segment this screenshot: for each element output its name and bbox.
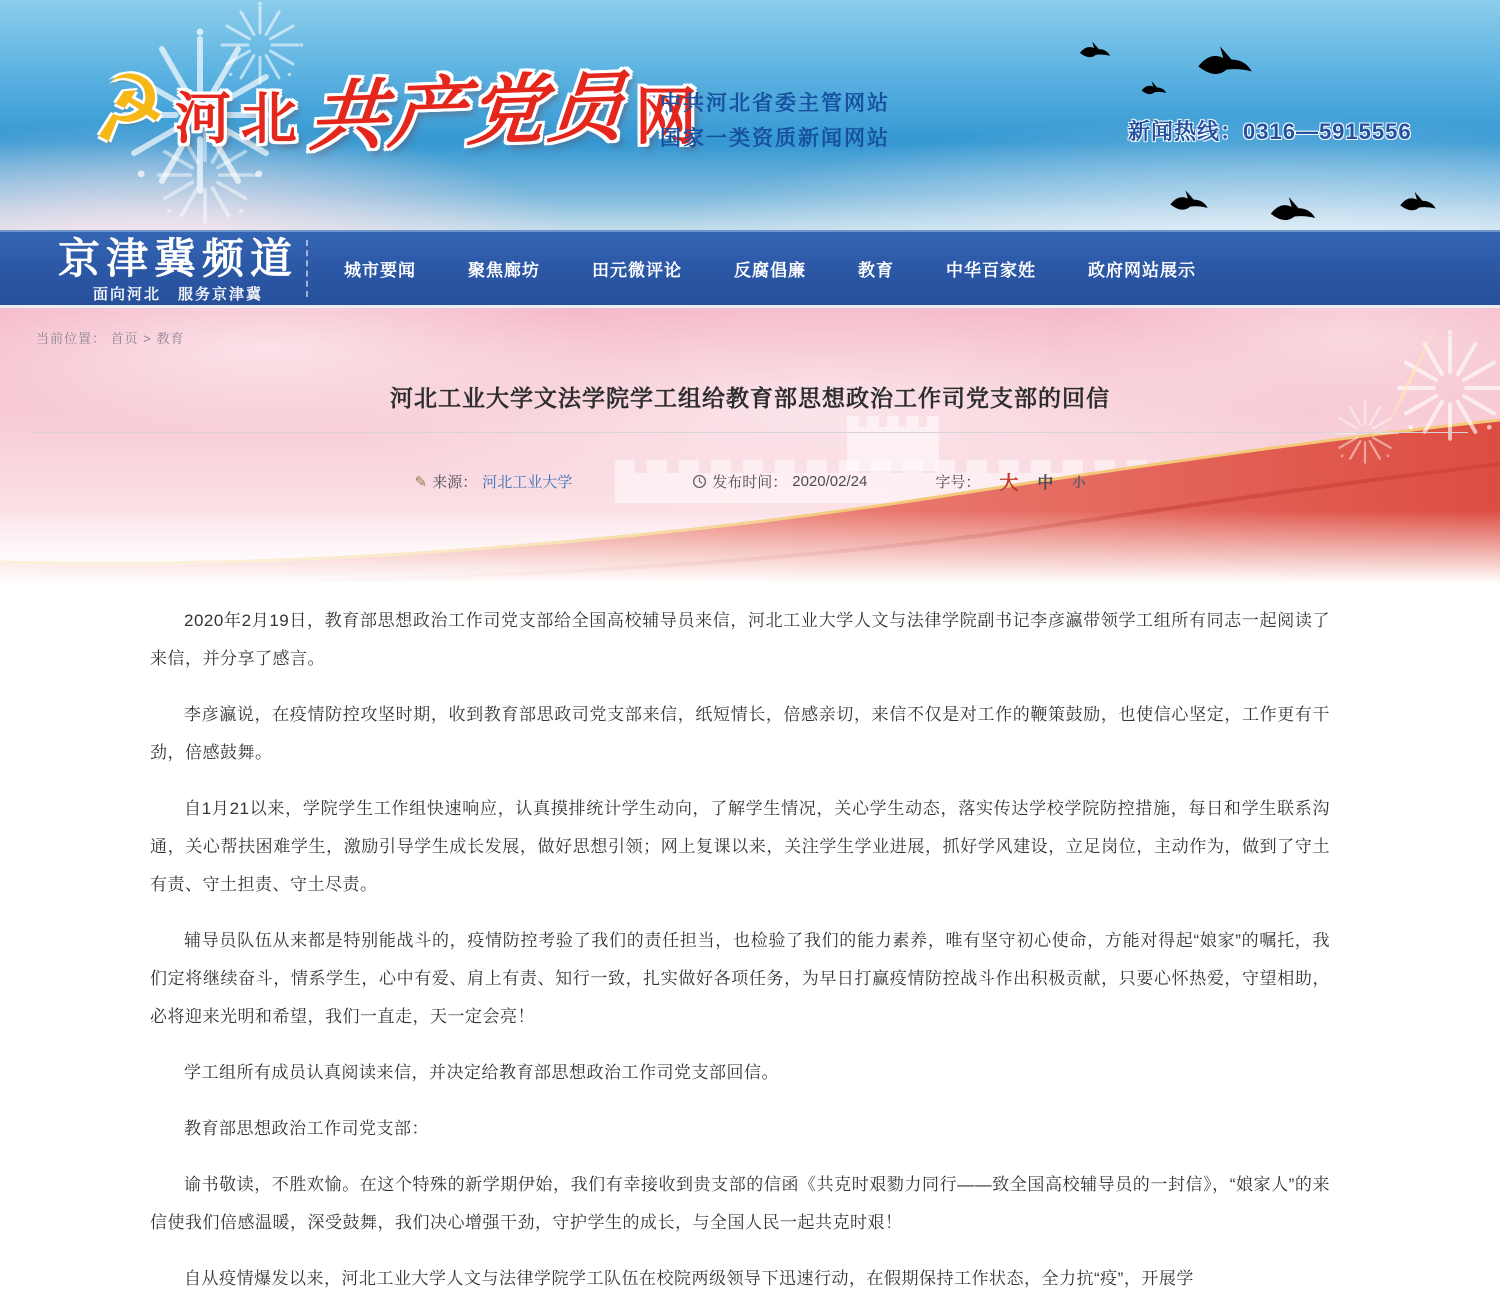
article-paragraph: 谕书敬读，不胜欢愉。在这个特殊的新学期伊始，我们有幸接收到贵支部的信函《共克时艰勠力同行——致全国高校辅导员的一封信》，“娘家人”的来信使我们倍感温暖，深受鼓舞，我们决心增强干劲，守护学生的成长，与全国人民一起共克时艰！ bbox=[150, 1175, 1330, 1232]
nav-item-city-news[interactable]: 城市要闻 bbox=[344, 260, 416, 280]
tagline-line1: 中共河北省委主管网站 bbox=[660, 92, 890, 115]
publish-time-label: 发布时间： bbox=[712, 474, 788, 491]
publish-time-value: 2020/02/24 bbox=[792, 473, 868, 490]
nav-item-education[interactable]: 教育 bbox=[858, 260, 894, 280]
logo-text-main: 共产党员 bbox=[305, 64, 631, 161]
dove-icon bbox=[1168, 186, 1210, 223]
article-banner bbox=[0, 308, 1500, 590]
nav-item-surnames[interactable]: 中华百家姓 bbox=[946, 260, 1036, 280]
breadcrumb-separator-icon: > bbox=[143, 331, 152, 346]
article-body bbox=[0, 590, 1500, 1293]
article-paragraph: 教育部思想政治工作司党支部： bbox=[184, 1119, 429, 1138]
article-paragraph: 李彦瀛说，在疫情防控攻坚时期，收到教育部思政司党支部来信，纸短情长，倍感亲切，来信不仅是对工作的鞭策鼓励，也使信心坚定，工作更有干劲，倍感鼓舞。 bbox=[150, 705, 1330, 762]
pen-icon: ✎ bbox=[414, 472, 428, 491]
article-paragraph: 辅导员队伍从来都是特别能战斗的，疫情防控考验了我们的责任担当，也检验了我们的能力素养，唯有坚守初心使命，方能对得起“娘家”的嘱托，我们定将继续奋斗，情系学生，心中有爱、肩上有责、知行一致，扎实做好各项任务，为早日打赢疫情防控战斗作出积极贡献，只要心怀热爱，守望相助，必将迎来光明和希望，我们一直走，天一定会亮！ bbox=[150, 931, 1330, 1026]
article-paragraph: 自1月21以来，学院学生工作组快速响应，认真摸排统计学生动向，了解学生情况，关心学生动态，落实传达学校学院防控措施，每日和学生联系沟通，关心帮扶困难学生，激励引导学生成长发展，做好思想引领；网上复课以来，关注学生学业进展，抓好学风建设，立足岗位，主动作为，做到了守土有责、守土担责、守土尽责。 bbox=[150, 799, 1330, 894]
dove-icon bbox=[1078, 38, 1112, 69]
nav-separator bbox=[306, 240, 308, 297]
article-title: 河北工业大学文法学院学工组给教育部思想政治工作司党支部的回信 bbox=[390, 385, 1110, 411]
fontsize-large-button[interactable]: 大 bbox=[999, 473, 1019, 494]
article-paragraph: 自从疫情爆发以来，河北工业大学人文与法律学院学工队伍在校院两级领导下迅速行动，在假期保持工作状态，全力抗“疫”，开展学 bbox=[184, 1269, 1194, 1288]
fontsize-small-button[interactable]: 小 bbox=[1072, 475, 1086, 490]
breadcrumb bbox=[36, 328, 185, 347]
breadcrumb-label: 当前位置： bbox=[36, 331, 107, 346]
dove-icon bbox=[1140, 78, 1168, 105]
breadcrumb-current[interactable]: 教育 bbox=[156, 331, 185, 346]
nav-item-gov-sites[interactable]: 政府网站展示 bbox=[1088, 260, 1196, 280]
clock-icon bbox=[692, 474, 707, 489]
news-hotline: 新闻热线：0316—5915556 bbox=[1128, 119, 1412, 144]
logo-text-prefix: 河北 bbox=[174, 86, 307, 150]
main-nav bbox=[0, 230, 1500, 308]
nav-item-anti-corruption[interactable]: 反腐倡廉 bbox=[734, 260, 806, 280]
channel-home-link[interactable] bbox=[58, 237, 298, 304]
tagline-line2: 国家一类资质新闻网站 bbox=[660, 127, 890, 150]
dove-icon bbox=[1398, 188, 1438, 223]
site-taglines bbox=[660, 86, 890, 156]
channel-subtitle: 面向河北 服务京津冀 bbox=[92, 286, 263, 303]
party-emblem-icon: ☭ bbox=[81, 50, 174, 164]
fontsize-medium-button[interactable]: 中 bbox=[1037, 475, 1054, 492]
channel-title: 京津冀频道 bbox=[58, 235, 299, 282]
nav-items bbox=[344, 232, 1196, 304]
article-paragraph: 2020年2月19日，教育部思想政治工作司党支部给全国高校辅导员来信，河北工业大学人文与法律学院副书记李彦瀛带领学工组所有同志一起阅读了来信，并分享了感言。 bbox=[150, 611, 1330, 668]
source-label: 来源： bbox=[432, 474, 478, 491]
nav-item-focus-langfang[interactable]: 聚焦廊坊 bbox=[468, 260, 540, 280]
breadcrumb-home-link[interactable]: 首页 bbox=[110, 331, 139, 346]
dove-icon bbox=[1195, 40, 1255, 91]
fontsize-label: 字号： bbox=[935, 474, 981, 491]
site-logo[interactable] bbox=[81, 50, 697, 164]
banner-fade bbox=[0, 510, 1500, 590]
title-divider bbox=[32, 432, 1468, 433]
article-meta bbox=[0, 468, 1500, 495]
source-link[interactable]: 河北工业大学 bbox=[482, 474, 573, 491]
dove-icon bbox=[1268, 192, 1318, 230]
site-header bbox=[0, 0, 1500, 230]
article-paragraph: 学工组所有成员认真阅读来信，并决定给教育部思想政治工作司党支部回信。 bbox=[184, 1063, 779, 1082]
logo-text-suffix: 网 bbox=[634, 83, 697, 152]
nav-item-tianyuan-commentary[interactable]: 田元微评论 bbox=[592, 260, 682, 280]
